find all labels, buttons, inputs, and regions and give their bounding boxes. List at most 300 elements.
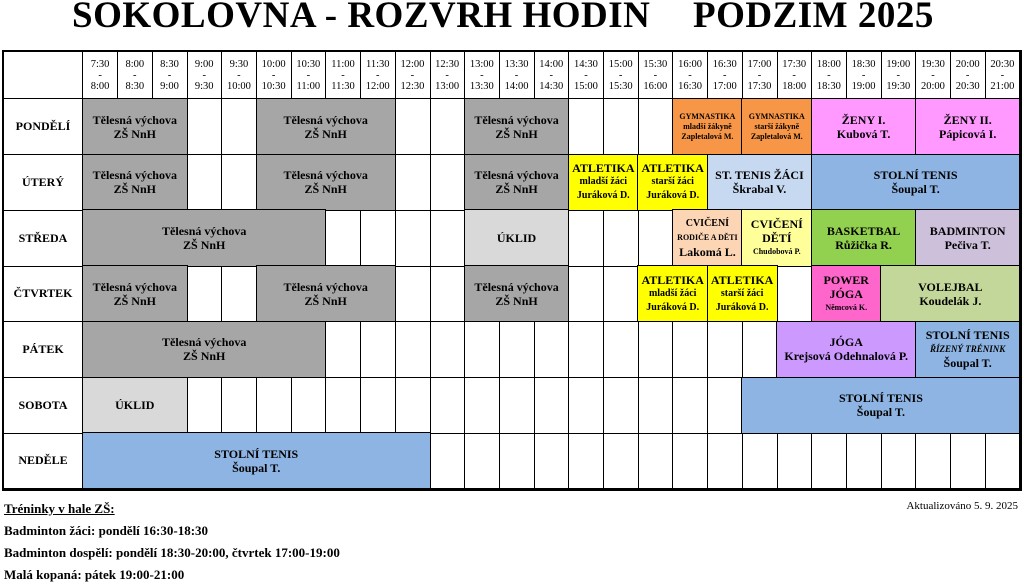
activity-block: [82, 98, 188, 155]
empty-slot: [465, 378, 500, 434]
empty-slot: [361, 210, 396, 266]
time-label: -: [549, 69, 553, 81]
activity-line: BASKETBAL: [826, 224, 901, 239]
activity-block: [915, 98, 1021, 155]
activity-line: starší žáci: [651, 176, 694, 188]
activity-line: Koudelák J.: [919, 293, 982, 308]
time-slot-header: [881, 52, 916, 99]
day-label: ČTVRTEK: [4, 266, 83, 322]
time-label: -: [410, 69, 415, 81]
time-label: 14:00: [539, 58, 564, 70]
activity-line: POWER: [823, 272, 869, 287]
day-label: PÁTEK: [4, 322, 83, 378]
activity-line: starší žáci: [720, 287, 764, 299]
empty-slot: [430, 433, 465, 489]
activity-line: ZŠ NnH: [304, 293, 347, 308]
activity-line: starší žákyně: [754, 121, 800, 131]
activity-line: Šoupal T.: [891, 182, 940, 197]
activity-block: [82, 209, 326, 266]
time-label: 18:00: [782, 80, 807, 92]
time-slot-header: [604, 52, 639, 99]
empty-slot: [222, 99, 257, 155]
time-label: 10:00: [261, 58, 286, 70]
activity-line: Tělesná výchova: [92, 168, 177, 183]
activity-line: Pápicová I.: [939, 126, 997, 141]
footer-line: Badminton dospělí: pondělí 18:30-20:00, čtvrtek 17:00-19:00: [4, 545, 340, 560]
time-label: 8:00: [125, 58, 145, 70]
time-label: 17:30: [747, 80, 772, 92]
empty-slot: [569, 99, 604, 155]
time-label: 15:00: [608, 58, 633, 70]
activity-line: Tělesná výchova: [283, 168, 368, 183]
time-label: -: [445, 69, 449, 81]
time-slot-header: [187, 52, 222, 99]
empty-slot: [499, 378, 534, 434]
time-label: 21:00: [990, 80, 1015, 92]
updated-date: Aktualizováno 5. 9. 2025: [906, 500, 1018, 512]
empty-slot: [985, 433, 1020, 489]
time-label: 11:00: [331, 58, 355, 70]
time-label: -: [202, 69, 206, 81]
time-slot-header: [673, 52, 708, 99]
activity-line: CVIČENÍ: [685, 218, 730, 230]
activity-block: [82, 154, 188, 211]
empty-slot: [708, 322, 743, 378]
activity-block: [464, 154, 570, 211]
activity-line: JÓGA: [829, 286, 863, 301]
empty-slot: [187, 155, 222, 211]
time-label: 14:30: [573, 58, 598, 70]
empty-slot: [187, 378, 222, 434]
time-label: 12:00: [365, 80, 390, 92]
activity-line: ATLETIKA: [572, 161, 635, 176]
empty-slot: [777, 266, 812, 322]
time-label: 20:30: [990, 58, 1015, 70]
activity-block: [811, 265, 882, 322]
activity-line: ZŠ NnH: [495, 182, 538, 197]
empty-slot: [638, 322, 673, 378]
day-label: ÚTERÝ: [4, 155, 83, 211]
empty-slot: [604, 378, 639, 434]
time-label: 20:30: [955, 80, 980, 92]
time-label: 12:00: [400, 58, 425, 70]
time-slot-header: [846, 52, 881, 99]
time-label: 13:00: [469, 58, 494, 70]
time-label: 10:30: [261, 80, 286, 92]
activity-block: [637, 265, 708, 322]
activity-line: Juráková D.: [646, 190, 700, 202]
empty-slot: [604, 210, 639, 266]
time-label: 8:00: [90, 80, 110, 92]
activity-block: [672, 98, 743, 155]
activity-line: mladší žákyně: [683, 121, 732, 131]
day-label: SOBOTA: [4, 378, 83, 434]
activity-line: Tělesná výchova: [474, 112, 559, 127]
time-label: -: [237, 69, 241, 81]
time-label: 18:00: [816, 58, 841, 70]
time-slot-header: [534, 52, 569, 99]
time-label: 10:30: [296, 58, 321, 70]
activity-block: [256, 98, 396, 155]
activity-line: STOLNÍ TENIS: [925, 328, 1010, 343]
time-label: -: [618, 69, 623, 81]
time-label: -: [688, 69, 692, 81]
time-label: 8:30: [160, 58, 179, 70]
time-label: -: [792, 69, 796, 81]
activity-block: [880, 265, 1020, 322]
empty-slot: [395, 155, 430, 211]
empty-slot: [499, 322, 534, 378]
time-slot-header: [361, 52, 396, 99]
activity-line: Tělesná výchova: [92, 279, 177, 294]
time-label: 11:30: [365, 58, 390, 70]
activity-line: ŽENY I.: [841, 112, 886, 127]
activity-line: ZŠ NnH: [304, 182, 347, 197]
activity-line: JÓGA: [829, 335, 863, 350]
time-label: -: [480, 69, 484, 81]
empty-slot: [430, 155, 465, 211]
activity-block: [741, 98, 812, 155]
activity-line: Krejsová Odehnalová P.: [784, 349, 909, 364]
empty-slot: [430, 378, 465, 434]
time-label: -: [861, 69, 866, 81]
empty-slot: [638, 433, 673, 489]
activity-block: [776, 321, 916, 378]
activity-line: ZŠ NnH: [495, 126, 538, 141]
empty-slot: [638, 210, 673, 266]
activity-block: [464, 209, 570, 266]
title-left: SOKOLOVNA - ROZVRH HODIN: [72, 0, 651, 36]
activity-line: STOLNÍ TENIS: [214, 446, 299, 461]
empty-slot: [326, 210, 361, 266]
empty-slot: [465, 322, 500, 378]
empty-slot: [326, 378, 361, 434]
activity-line: Zapletalová M.: [681, 131, 734, 141]
activity-line: ZŠ NnH: [183, 349, 226, 364]
time-label: -: [931, 69, 935, 81]
empty-slot: [569, 378, 604, 434]
time-label: 12:30: [400, 80, 425, 92]
activity-block: [82, 321, 326, 378]
time-label: -: [341, 69, 345, 81]
empty-slot: [569, 266, 604, 322]
activity-line: Němcová K.: [825, 302, 868, 312]
activity-block: [256, 154, 396, 211]
time-slot-header: [499, 52, 534, 99]
time-slot-header: [951, 52, 986, 99]
activity-line: ATLETIKA: [641, 272, 704, 287]
day-label: PONDĚLÍ: [4, 99, 83, 155]
activity-block: [811, 98, 917, 155]
activity-line: Juráková D.: [715, 301, 769, 313]
footer-line: Badminton žáci: pondělí 16:30-18:30: [4, 523, 209, 538]
activity-line: Šoupal T.: [856, 405, 906, 420]
empty-slot: [222, 155, 257, 211]
time-label: 16:30: [678, 80, 703, 92]
time-slot-header: [395, 52, 430, 99]
empty-slot: [257, 378, 292, 434]
activity-block: [811, 154, 1021, 211]
activity-line: Tělesná výchova: [474, 279, 559, 294]
time-label: 10:00: [226, 80, 251, 92]
time-slot-header: [569, 52, 604, 99]
time-slot-header: [916, 52, 951, 99]
time-label: 11:30: [331, 80, 355, 92]
activity-line: RODIČE A DĚTI: [677, 233, 738, 243]
activity-line: Tělesná výchova: [162, 335, 247, 350]
empty-slot: [395, 266, 430, 322]
time-slot-header: [83, 52, 118, 99]
time-label: 19:00: [851, 80, 876, 92]
time-label: -: [757, 69, 762, 81]
activity-line: Tělesná výchova: [283, 279, 368, 294]
time-label: 19:00: [886, 58, 911, 70]
time-slot-header: [222, 52, 257, 99]
empty-slot: [534, 433, 569, 489]
activity-line: Kubová T.: [836, 126, 891, 141]
time-label: -: [271, 69, 276, 81]
activity-line: ATLETIKA: [710, 272, 774, 287]
time-label: 16:00: [643, 80, 668, 92]
day-label: NEDĚLE: [4, 433, 83, 489]
time-slot-header: [430, 52, 465, 99]
activity-block: [82, 432, 431, 489]
activity-line: ZŠ NnH: [183, 238, 226, 253]
activity-line: ÚKLID: [496, 231, 537, 246]
empty-slot: [187, 99, 222, 155]
title-season: PODZIM 2025: [693, 0, 934, 36]
time-label: -: [306, 69, 311, 81]
time-label: 15:00: [573, 80, 598, 92]
empty-slot: [638, 99, 673, 155]
time-label: 16:00: [678, 58, 703, 70]
empty-slot: [187, 266, 222, 322]
empty-slot: [708, 378, 743, 434]
time-label: -: [896, 69, 901, 81]
activity-block: [82, 265, 188, 322]
activity-line: CVIČENÍ: [750, 217, 803, 232]
empty-slot: [395, 322, 430, 378]
empty-slot: [222, 378, 257, 434]
activity-line: Tělesná výchova: [92, 112, 177, 127]
time-label: 17:00: [747, 58, 772, 70]
activity-block: [256, 265, 396, 322]
activity-block: [464, 265, 570, 322]
time-label: -: [827, 69, 831, 81]
activity-line: Juráková D.: [576, 190, 630, 202]
empty-slot: [708, 433, 743, 489]
activity-line: GYMNASTIKA: [748, 111, 805, 121]
activity-line: BADMINTON: [929, 224, 1006, 239]
time-label: 9:00: [194, 58, 214, 70]
activity-line: Růžička R.: [835, 238, 892, 253]
time-slot-header: [326, 52, 361, 99]
empty-slot: [742, 322, 777, 378]
activity-line: Tělesná výchova: [474, 168, 559, 183]
empty-slot: [604, 99, 639, 155]
time-label: -: [584, 69, 588, 81]
empty-slot: [569, 433, 604, 489]
empty-slot: [742, 433, 777, 489]
time-label: 9:30: [229, 58, 249, 70]
time-label: -: [965, 69, 970, 81]
time-label: 15:30: [643, 58, 668, 70]
time-label: -: [98, 69, 102, 81]
footer-line: Malá kopaná: pátek 19:00-21:00: [4, 567, 185, 582]
time-slot-header: [257, 52, 292, 99]
activity-line: STOLNÍ TENIS: [838, 391, 923, 406]
time-label: -: [133, 69, 137, 81]
empty-slot: [395, 99, 430, 155]
activity-block: [811, 209, 917, 266]
activity-block: [741, 377, 1020, 434]
time-label: 9:00: [160, 80, 179, 92]
time-slot-header: [638, 52, 673, 99]
activity-line: Zapletalová M.: [750, 131, 803, 141]
time-slot-header: [708, 52, 743, 99]
time-slot-header: [985, 52, 1020, 99]
activity-block: [82, 377, 188, 434]
empty-slot: [846, 433, 881, 489]
empty-slot: [395, 210, 430, 266]
activity-line: ŽENY II.: [943, 112, 992, 127]
empty-slot: [499, 433, 534, 489]
time-slot-header: [777, 52, 812, 99]
empty-slot: [465, 433, 500, 489]
time-label: 13:30: [469, 80, 494, 92]
time-label: 11:00: [296, 80, 321, 92]
time-label: 13:30: [504, 58, 529, 70]
time-label: -: [653, 69, 658, 81]
time-label: 18:30: [851, 58, 876, 70]
time-label: 7:30: [90, 58, 110, 70]
empty-slot: [430, 266, 465, 322]
schedule-grid: [2, 50, 1022, 491]
activity-line: Tělesná výchova: [283, 112, 368, 127]
empty-slot: [812, 433, 847, 489]
activity-line: Šoupal T.: [943, 356, 992, 371]
time-label: 20:00: [921, 80, 945, 92]
time-label: 14:30: [539, 80, 564, 92]
empty-slot: [222, 266, 257, 322]
time-label: 17:30: [782, 58, 807, 70]
activity-line: ŘÍZENÝ TRÉNINK: [930, 344, 1006, 355]
activity-line: Tělesná výchova: [162, 224, 247, 239]
activity-line: mladší žáci: [579, 176, 628, 188]
empty-slot: [534, 378, 569, 434]
empty-slot: [534, 322, 569, 378]
empty-slot: [361, 378, 396, 434]
empty-slot: [430, 322, 465, 378]
activity-block: [568, 154, 639, 211]
time-label: -: [375, 69, 380, 81]
activity-block: [637, 154, 708, 211]
empty-slot: [951, 433, 986, 489]
page-title: [0, 0, 1024, 38]
activity-line: Juráková D.: [646, 301, 700, 313]
time-slot-header: [465, 52, 500, 99]
activity-line: VOLEJBAL: [918, 279, 983, 294]
empty-slot: [881, 433, 916, 489]
time-label: 16:30: [712, 58, 737, 70]
activity-line: Škrabal V.: [732, 182, 787, 197]
empty-slot: [395, 378, 430, 434]
activity-line: ZŠ NnH: [113, 126, 156, 141]
activity-block: [915, 209, 1021, 266]
empty-slot: [604, 433, 639, 489]
time-label: 20:00: [955, 58, 980, 70]
empty-slot: [673, 322, 708, 378]
time-label: 14:00: [504, 80, 529, 92]
empty-slot: [916, 433, 951, 489]
time-label: 15:30: [608, 80, 633, 92]
empty-slot: [569, 322, 604, 378]
empty-slot: [777, 433, 812, 489]
activity-line: ST. TENIS ŽÁCI: [715, 168, 804, 183]
activity-line: Šoupal T.: [232, 460, 281, 475]
time-label: 17:00: [712, 80, 737, 92]
activity-line: ZŠ NnH: [304, 126, 347, 141]
activity-line: ÚKLID: [115, 398, 155, 413]
corner-cell: [4, 52, 83, 99]
activity-line: Pečiva T.: [944, 238, 991, 253]
empty-slot: [569, 210, 604, 266]
empty-slot: [604, 322, 639, 378]
time-label: 12:30: [435, 58, 460, 70]
time-label: 18:30: [816, 80, 841, 92]
activity-line: STOLNÍ TENIS: [873, 168, 958, 183]
activity-line: ATLETIKA: [641, 161, 704, 176]
empty-slot: [291, 378, 326, 434]
time-label: 9:30: [194, 80, 214, 92]
activity-line: ZŠ NnH: [113, 293, 156, 308]
empty-slot: [430, 210, 465, 266]
activity-block: [741, 209, 812, 266]
time-label: -: [1000, 69, 1005, 81]
activity-line: Lakomá L.: [679, 245, 736, 260]
time-slot-header: [291, 52, 326, 99]
empty-slot: [673, 433, 708, 489]
time-slot-header: [742, 52, 777, 99]
time-slot-header: [812, 52, 847, 99]
activity-line: Chudobová P.: [752, 247, 801, 257]
activity-block: [707, 265, 778, 322]
time-label: -: [723, 69, 727, 81]
activity-line: ZŠ NnH: [495, 293, 538, 308]
activity-block: [915, 321, 1021, 378]
time-label: -: [167, 69, 172, 81]
activity-line: ZŠ NnH: [113, 182, 156, 197]
activity-line: GYMNASTIKA: [679, 111, 736, 121]
activity-line: mladší žáci: [648, 287, 697, 299]
empty-slot: [638, 378, 673, 434]
time-label: 19:30: [921, 58, 945, 70]
time-label: -: [514, 69, 519, 81]
time-label: 19:30: [886, 80, 911, 92]
empty-slot: [361, 322, 396, 378]
empty-slot: [430, 99, 465, 155]
day-label: STŘEDA: [4, 210, 83, 266]
activity-block: [672, 209, 743, 266]
time-label: 8:30: [125, 80, 145, 92]
activity-block: [464, 98, 570, 155]
footer-notes: [4, 498, 340, 586]
time-label: 13:00: [435, 80, 460, 92]
activity-line: DĚTÍ: [762, 231, 792, 246]
time-slot-header: [118, 52, 153, 99]
empty-slot: [326, 322, 361, 378]
footer-heading: Tréninky v hale ZŠ:: [4, 501, 115, 516]
